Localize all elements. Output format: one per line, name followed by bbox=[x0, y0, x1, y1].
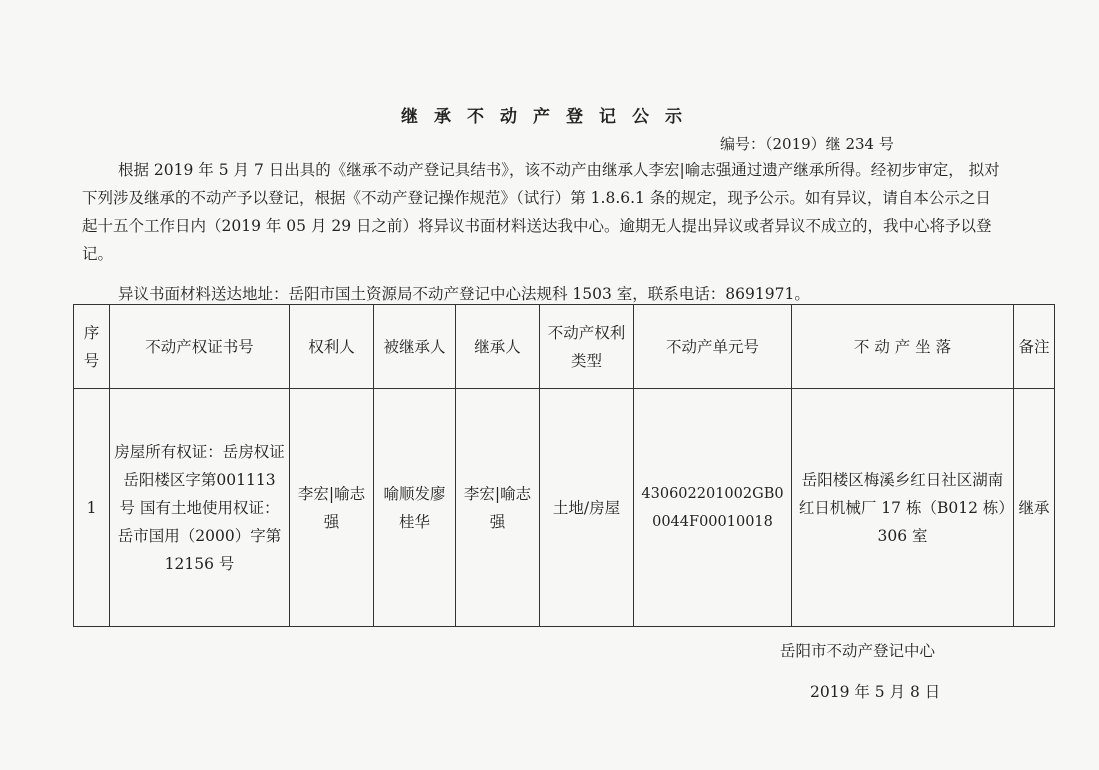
header-remark: 备注 bbox=[1014, 305, 1055, 389]
table-header-row bbox=[74, 305, 1055, 389]
header-deceased: 被继承人 bbox=[374, 305, 456, 389]
header-seq: 序号 bbox=[74, 305, 110, 389]
cell-unit-no: 430602201002GB00044F00010018 bbox=[634, 389, 792, 627]
cell-holder: 李宏|喻志强 bbox=[290, 389, 374, 627]
document-number: 编号：（2019）继 234 号 bbox=[720, 135, 894, 153]
objection-address: 异议书面材料送达地址：岳阳市国土资源局不动产登记中心法规科 1503 室，联系电话：8691971。 bbox=[118, 285, 810, 303]
header-right-type: 不动产权利类型 bbox=[540, 305, 634, 389]
cell-location: 岳阳楼区梅溪乡红日社区湖南红日机械厂 17 栋（B012 栋）306 室 bbox=[792, 389, 1014, 627]
cell-heir: 李宏|喻志强 bbox=[456, 389, 540, 627]
cell-seq: 1 bbox=[74, 389, 110, 627]
cell-cert-no: 房屋所有权证：岳房权证岳阳楼区字第001113 号 国有土地使用权证：岳市国用（2000）字第 12156 号 bbox=[110, 389, 290, 627]
header-heir: 继承人 bbox=[456, 305, 540, 389]
header-holder: 权利人 bbox=[290, 305, 374, 389]
header-cert-no: 不动产权证书号 bbox=[110, 305, 290, 389]
header-unit-no: 不动产单元号 bbox=[634, 305, 792, 389]
cell-deceased: 喻顺发廖桂华 bbox=[374, 389, 456, 627]
notice-body bbox=[82, 156, 1002, 268]
issue-date: 2019 年 5 月 8 日 bbox=[810, 683, 941, 701]
table-row bbox=[74, 389, 1055, 627]
notice-paragraph: 根据 2019 年 5 月 7 日出具的《继承不动产登记具结书》，该不动产由继承人李宏|喻志强通过遗产继承所得。经初步审定， 拟对下列涉及继承的不动产予以登记，根据《不动产登记操作规范》（试行）第 1.8.6.1 条的规定，现予公示。如有异议，请自本公示之日起十五个工作日内（2019 年 05 月 29 日之前）将异议书面材料送达我中心。逾期无人提出异议或者异议不成立的，我中心将予以登记。 bbox=[82, 161, 1000, 263]
cell-right-type: 土地/房屋 bbox=[540, 389, 634, 627]
notice-title: 继承不动产登记公示 bbox=[401, 107, 698, 127]
cell-remark: 继承 bbox=[1014, 389, 1055, 627]
issuing-organization: 岳阳市不动产登记中心 bbox=[780, 642, 936, 660]
header-location: 不 动 产 坐 落 bbox=[792, 305, 1014, 389]
registration-table bbox=[73, 304, 1055, 627]
